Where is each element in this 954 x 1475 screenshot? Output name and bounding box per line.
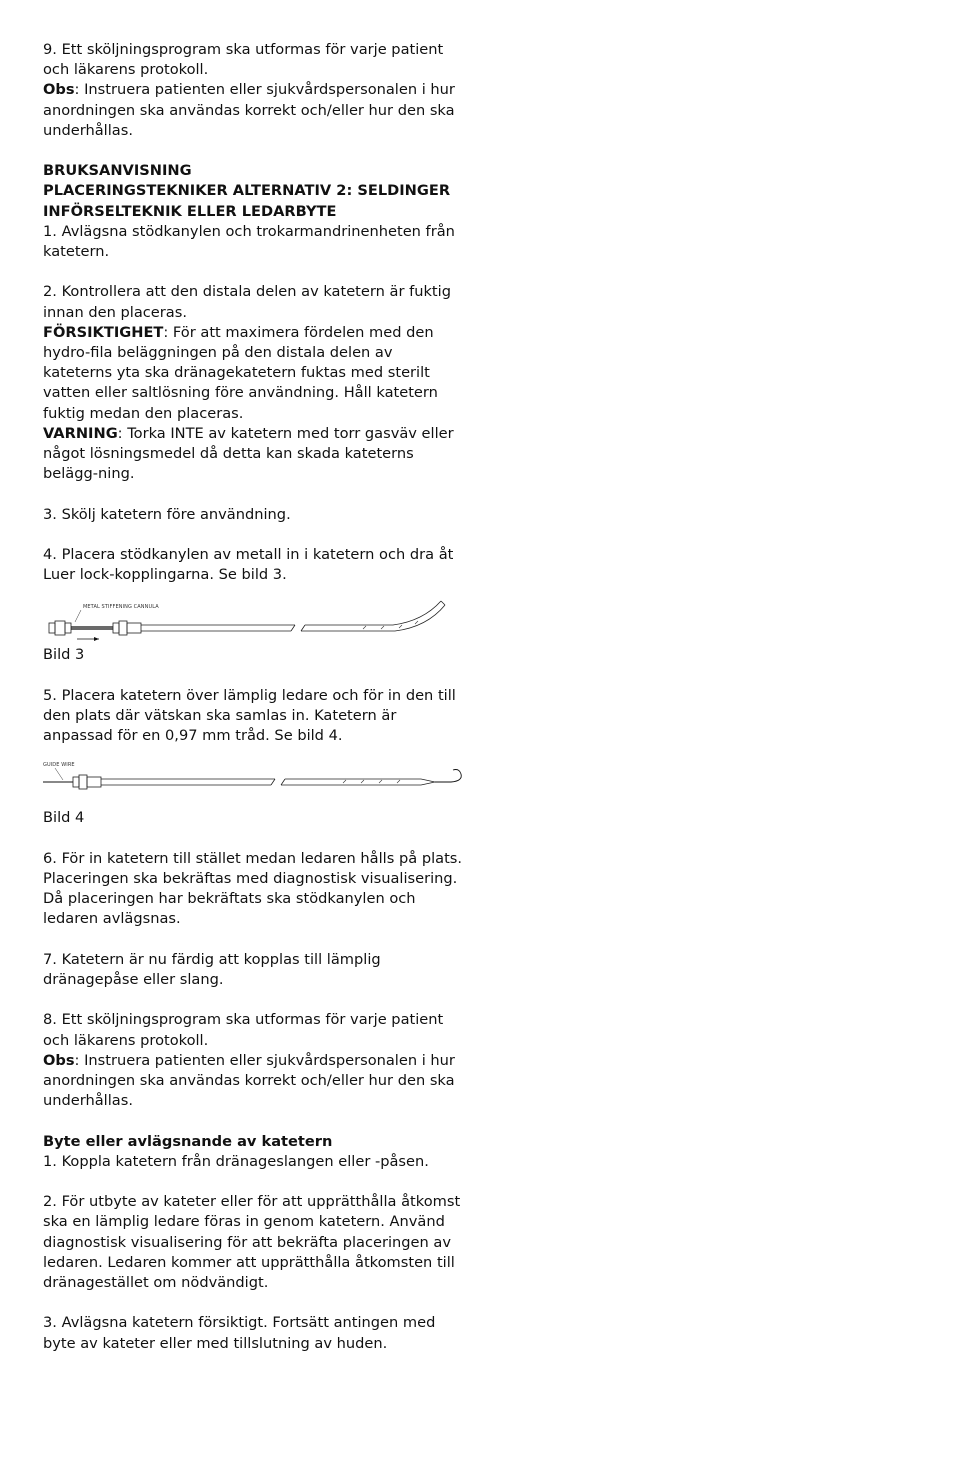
step-4: 4. Placera stödkanylen av metall in i katetern och dra åt Luer lock-kopplingarna. Se bild 3.	[43, 546, 454, 584]
catheter-stiffening-cannula-illustration	[43, 585, 463, 645]
warning-paragraph	[43, 424, 463, 485]
note-text: : Instruera patienten eller sjukvårdspersonalen i hur anordningen ska användas korrekt och/eller hur den ska underhållas.	[43, 1051, 455, 1110]
figure-3-caption: Bild 3	[43, 646, 85, 664]
replace-step-1: 1. Koppla katetern från dränageslangen eller -påsen.	[43, 1152, 429, 1170]
step-8-note	[43, 1051, 463, 1112]
caution-paragraph	[43, 323, 463, 424]
replace-step-3: 3. Avlägsna katetern försiktigt. Fortsätt antingen med byte av kateter eller med tillslutning av huden.	[43, 1314, 436, 1352]
replace-heading: Byte eller avlägsnande av katetern	[43, 1132, 333, 1150]
fig4-label: GUIDE WIRE	[43, 762, 75, 769]
step-9-text: 9. Ett sköljningsprogram ska utformas för varje patient och läkarens protokoll.	[43, 41, 444, 79]
fig3-label: METAL STIFFENING CANNULA	[83, 604, 159, 611]
warning-label: VARNING	[43, 424, 118, 442]
section-subheading: PLACERINGSTEKNIKER ALTERNATIV 2: SELDINGER INFÖRSELTEKNIK ELLER LEDARBYTE	[43, 182, 451, 220]
caution-label: FÖRSIKTIGHET	[43, 323, 164, 341]
step-1: 1. Avlägsna stödkanylen och trokarmandrinenheten från katetern.	[43, 222, 455, 261]
step-5: 5. Placera katetern över lämplig ledare och för in den till den plats där vätskan ska samlas in. Katetern är anpassad för en 0,97 mm tråd. Se bild 4.	[43, 686, 456, 745]
caution-text: : För att maximera fördelen med den hydro-fila beläggningen på den distala delen av kateterns yta ska dränagekatetern fuktas med sterilt vatten eller saltlösning före användning. Håll katetern fuktig medan den placeras.	[43, 323, 438, 422]
step-8: 8. Ett sköljningsprogram ska utformas för varje patient och läkarens protokoll.	[43, 1011, 444, 1049]
note-label: Obs	[43, 81, 75, 99]
step-7: 7. Katetern är nu färdig att kopplas till lämplig dränagepåse eller slang.	[43, 950, 381, 989]
replace-step-2: 2. För utbyte av kateter eller för att upprätthålla åtkomst ska en lämplig ledare föras in genom katetern. Använd diagnostisk visualisering för att bekräfta placeringen av ledaren. Ledaren kommer att upprätthålla åtkomsten till dränagestället om nödvändigt.	[43, 1193, 461, 1292]
document-page	[43, 40, 463, 1354]
step-6: 6. För in katetern till stället medan ledaren hålls på plats. Placeringen ska bekräftas med diagnostisk visualisering. Då placeringen har bekräftats ska stödkanylen och ledaren avlägsnas.	[43, 849, 463, 928]
step-2: 2. Kontrollera att den distala delen av katetern är fuktig innan den placeras.	[43, 283, 451, 321]
step-3: 3. Skölj katetern före användning.	[43, 505, 291, 523]
figure-4	[43, 746, 463, 808]
figure-3	[43, 585, 463, 645]
note-label: Obs	[43, 1051, 75, 1069]
note-text: : Instruera patienten eller sjukvårdspersonalen i hur anordningen ska användas korrekt och/eller hur den ska underhållas.	[43, 81, 455, 139]
figure-4-caption: Bild 4	[43, 809, 85, 827]
catheter-guide-wire-illustration	[43, 746, 463, 808]
warning-text: : Torka INTE av katetern med torr gasväv eller något lösningsmedel då detta kan skada kateterns belägg-ning.	[43, 424, 454, 483]
step-9-note	[43, 80, 463, 141]
section-heading: BRUKSANVISNING	[43, 162, 192, 180]
